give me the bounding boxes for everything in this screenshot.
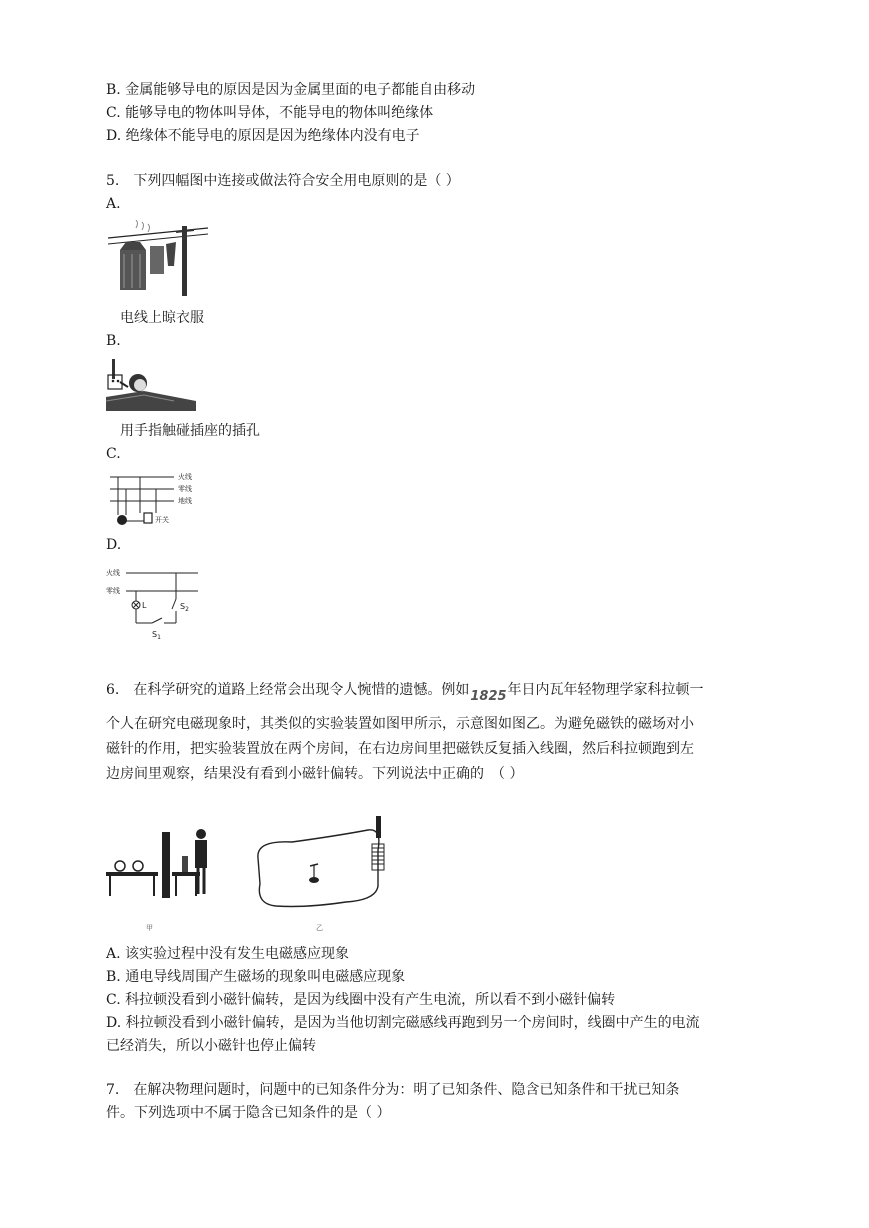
q5-label-b: B. [106,333,121,349]
q4-option-c: C. 能够导电的物体叫导体，不能导电的物体叫绝缘体 [106,105,434,121]
q6-stem-part-2: 年日内瓦年轻物理学家科拉顿一 [507,682,704,698]
figure-circuit-c [106,465,202,531]
fig-d-lamp-label: L [142,601,147,610]
q4-option-b: B. 金属能够导电的原因是因为金属里面的电子都能自由移动 [106,82,476,98]
q6-option-c: C. 科拉顿没看到小磁针偏转，是因为线圈中没有产生电流，所以看不到小磁针偏转 [106,992,616,1008]
svg-text:S2 [180,602,189,613]
fig-d-s1-label: S [152,630,158,639]
fig-c-ground-label: 地线 [178,497,192,505]
figure-label-jia: 甲 [146,924,153,932]
q6-option-a: A. 该实验过程中没有发生电磁感应现象 [106,946,350,962]
fig-c-switch-label: 开关 [155,516,169,524]
svg-text:S1 [152,630,161,641]
q6-option-b: B. 通电导线周围产生磁场的现象叫电磁感应现象 [106,969,406,985]
fig-d-zero-label: 零线 [106,587,120,595]
fig-d-fire-label: 火线 [106,569,120,577]
q6-stem-part-1: 6. 在科学研究的道路上经常会出现令人惋惜的遗憾。例如 [106,682,470,698]
q6-stem-line-2: 个人在研究电磁现象时，其类似的实验装置如图甲所示，示意图如图乙。为避免磁铁的磁场对小 [106,716,694,732]
q7-stem-line-1: 7. 在解决物理问题时，问题中的已知条件分为：明了已知条件、隐含已知条件和干扰已知条 [106,1082,680,1098]
q5-label-d: D. [106,537,122,553]
q5-label-c: C. [106,446,121,462]
figure-circuit-d [106,565,202,641]
q7-stem-line-2: 件。下列选项中不属于隐含已知条件的是（ ） [106,1105,391,1121]
q5-label-a: A. [106,196,121,212]
fig-d-s1-subscript: 1 [157,634,161,641]
q6-option-d-line-2: 已经消失，所以小磁针也停止偏转 [106,1038,316,1054]
q6-option-d-line-1: D. 科拉顿没看到小磁针偏转，是因为当他切割完磁感线再跑到另一个房间时，线圈中产生的电流 [106,1015,700,1031]
fig-c-fire-label: 火线 [178,473,192,481]
figure-label-yi: 乙 [316,924,323,932]
figure-finger-socket [104,357,200,415]
q5-stem: 5. 下列四幅图中连接或做法符合安全用电原则的是（ ） [106,173,460,189]
q6-stem-line-1 [106,680,704,704]
fig-d-s2-label: S [180,602,186,611]
q5-caption-b: 用手指触碰插座的插孔 [120,423,260,439]
q6-year: 1825 [470,689,507,704]
q6-stem-line-4: 边房间里观察，结果没有看到小磁针偏转。下列说法中正确的 （ ） [106,766,524,782]
fig-d-s2-subscript: 2 [185,606,189,613]
q4-option-d: D. 绝缘体不能导电的原因是因为绝缘体内没有电子 [106,128,420,144]
figure-clothes-on-wire [106,220,210,298]
figure-colladon-apparatus [106,810,396,936]
q5-caption-a: 电线上晾衣服 [120,310,204,326]
fig-c-zero-label: 零线 [178,485,192,493]
q6-stem-line-3: 磁针的作用，把实验装置放在两个房间，在右边房间里把磁铁反复插入线圈，然后科拉顿跑到左 [106,741,694,757]
